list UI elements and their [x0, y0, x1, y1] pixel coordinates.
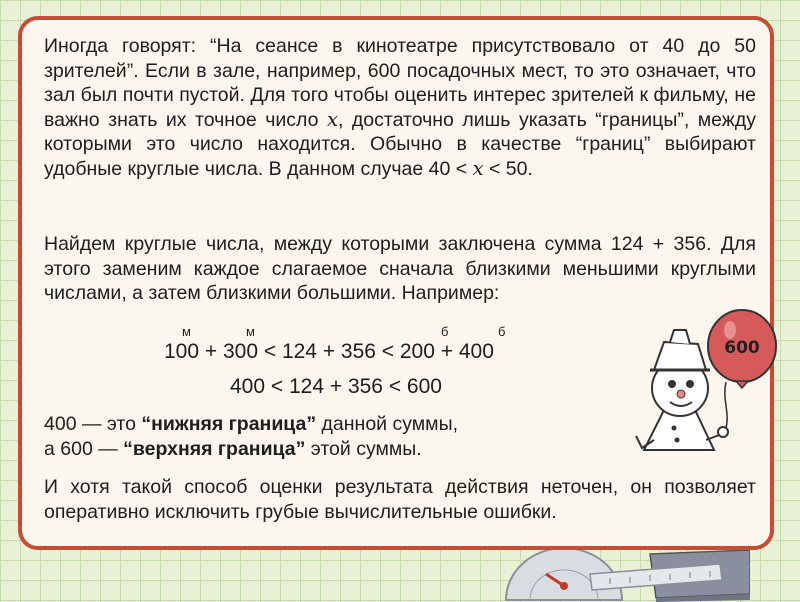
- character-with-balloon-illustration: [630, 300, 778, 470]
- paragraph-intro-text-1: Иногда говорят: “На сеансе в кинотеатре присутствовало от 40 до 50 зрителей”. Если в зале, например, 600 посадочных мест, то это означает, что зал был почти пустой. Для того чтобы оценить интерес зрителей к фильму, не важно знать их точное число: [44, 35, 756, 131]
- upper-bound-term: “верхняя граница”: [123, 437, 306, 460]
- mark-b-400: б: [498, 324, 506, 339]
- paragraph-intro-text-3: < 50.: [483, 157, 533, 180]
- bounds-line2-post: этой суммы.: [305, 437, 422, 460]
- paragraph-bounds: [44, 412, 544, 461]
- bounds-line1-pre: 400 — это: [44, 413, 142, 435]
- equation-bounds-sum: 100 + 300 < 124 + 356 < 200 + 400: [164, 340, 494, 363]
- mark-m-300: м: [246, 324, 255, 339]
- bounds-line1-post: данной суммы,: [316, 413, 459, 435]
- mark-m-100: м: [182, 324, 191, 339]
- balloon-label: 600: [724, 338, 760, 358]
- equation-bounds-result: 400 < 124 + 356 < 600: [230, 375, 442, 398]
- paragraph-intro: [44, 34, 756, 181]
- paragraph-conclusion: И хотя такой способ оценки результата действия неточен, он позволяет оперативно исключить грубые вычислительные ошибки.: [44, 476, 756, 523]
- lower-bound-term: “нижняя граница”: [141, 413, 317, 435]
- balloon-string: [725, 382, 727, 428]
- variable-x-inequality: x: [472, 156, 484, 180]
- text-card: [18, 16, 774, 550]
- paragraph-method: Найдем круглые числа, между которыми заключена сумма 124 + 356. Для этого заменим каждое слагаемое сначала близкими меньшими круглыми числами, а затем близкими большими. Например:: [44, 233, 756, 304]
- paragraph-intro-text-2: , достаточно лишь указать “границы”, между которыми это число находится. Обычно в качестве “границ” выбирают удобные круглые числа. В данном случае 40 <: [44, 108, 756, 180]
- bounds-line2-pre: а 600 —: [44, 437, 124, 460]
- mark-b-200: б: [441, 324, 449, 339]
- balloon-icon: [708, 310, 776, 388]
- variable-x: x: [326, 107, 338, 131]
